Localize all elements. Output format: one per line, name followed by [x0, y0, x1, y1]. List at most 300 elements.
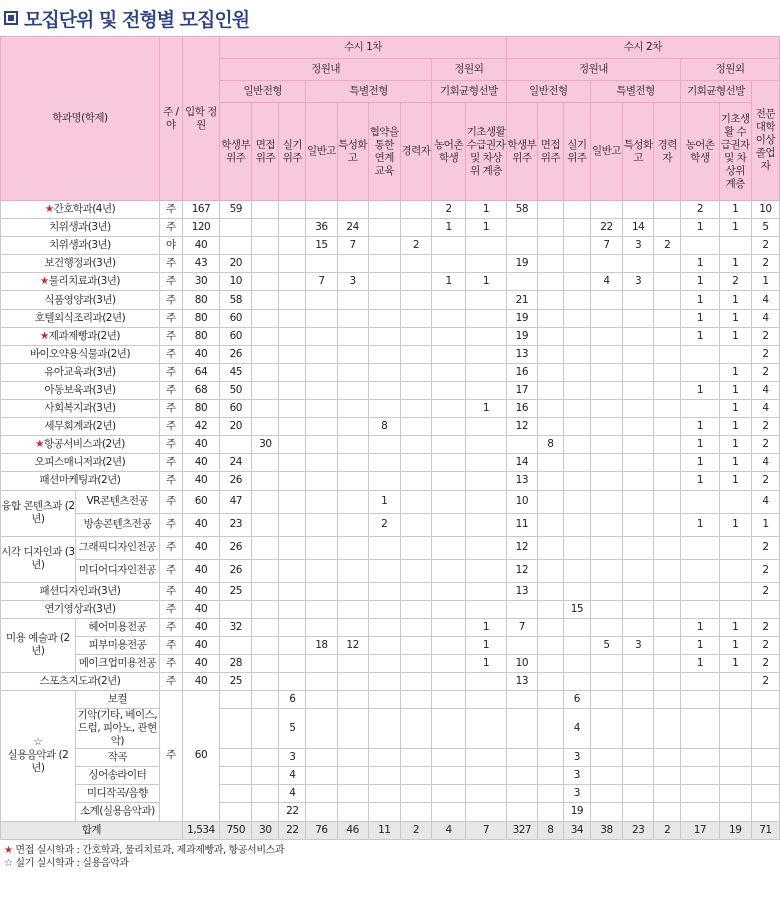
- value-cell: 1: [466, 201, 507, 219]
- value-cell: [623, 309, 654, 327]
- value-cell: [400, 436, 431, 454]
- value-cell: [252, 400, 279, 418]
- table-row: [1, 767, 780, 785]
- value-cell: [623, 536, 654, 559]
- juya-cell: 야: [159, 237, 182, 255]
- value-cell: [252, 255, 279, 273]
- value-cell: [279, 536, 306, 559]
- table-row: [1, 600, 780, 618]
- value-cell: 4: [590, 273, 622, 291]
- juya-cell: 주: [159, 273, 182, 291]
- value-cell: [432, 237, 466, 255]
- red-star-icon: ★: [4, 844, 13, 856]
- value-cell: 4: [751, 291, 779, 309]
- value-cell: [368, 767, 400, 785]
- value-cell: [306, 767, 337, 785]
- value-cell: [220, 691, 252, 709]
- value-cell: 12: [337, 636, 368, 654]
- value-cell: [432, 749, 466, 767]
- value-cell: [654, 785, 681, 803]
- value-cell: 1: [719, 201, 751, 219]
- value-cell: [681, 400, 719, 418]
- value-cell: [252, 201, 279, 219]
- table-row: [1, 381, 780, 399]
- value-cell: 19: [563, 803, 590, 821]
- value-cell: 2: [400, 821, 431, 839]
- value-cell: [306, 345, 337, 363]
- value-cell: [719, 749, 751, 767]
- value-cell: [337, 436, 368, 454]
- dept-name: 연기영상과(3년): [44, 602, 116, 615]
- value-cell: [654, 536, 681, 559]
- value-cell: 1: [719, 636, 751, 654]
- value-cell: [400, 749, 431, 767]
- value-cell: [337, 709, 368, 749]
- value-cell: 10: [220, 273, 252, 291]
- value-cell: [590, 345, 622, 363]
- value-cell: [400, 472, 431, 490]
- value-cell: 1: [466, 400, 507, 418]
- value-cell: 6: [279, 691, 306, 709]
- value-cell: [252, 636, 279, 654]
- juya-cell: 주: [159, 327, 182, 345]
- value-cell: [279, 654, 306, 672]
- dept-name-cell: [1, 600, 160, 618]
- value-cell: [719, 785, 751, 803]
- header-gyeongryeok-1: 경력자: [400, 103, 431, 201]
- value-cell: [279, 363, 306, 381]
- value-cell: [252, 345, 279, 363]
- quota-cell: 40: [182, 559, 219, 582]
- major-name-cell: 소계(실용음악과): [75, 803, 159, 821]
- value-cell: 2: [751, 472, 779, 490]
- value-cell: 8: [537, 821, 563, 839]
- value-cell: [306, 654, 337, 672]
- value-cell: [506, 785, 537, 803]
- value-cell: [590, 381, 622, 399]
- major-name-cell: 피부미용전공: [75, 636, 159, 654]
- table-row: [1, 559, 780, 582]
- table-row: [1, 472, 780, 490]
- table-row: [1, 309, 780, 327]
- value-cell: [590, 363, 622, 381]
- value-cell: [368, 219, 400, 237]
- value-cell: [220, 803, 252, 821]
- value-cell: [279, 309, 306, 327]
- value-cell: 2: [751, 618, 779, 636]
- value-cell: [432, 363, 466, 381]
- value-cell: 1: [681, 636, 719, 654]
- value-cell: [537, 618, 563, 636]
- value-cell: [563, 327, 590, 345]
- value-cell: [466, 436, 507, 454]
- value-cell: [368, 309, 400, 327]
- value-cell: [590, 201, 622, 219]
- value-cell: 750: [220, 821, 252, 839]
- table-row: [1, 255, 780, 273]
- value-cell: 7: [466, 821, 507, 839]
- value-cell: 1: [719, 454, 751, 472]
- value-cell: 3: [623, 636, 654, 654]
- value-cell: 2: [751, 237, 779, 255]
- value-cell: [337, 255, 368, 273]
- value-cell: [466, 454, 507, 472]
- value-cell: 4: [751, 309, 779, 327]
- value-cell: [654, 803, 681, 821]
- value-cell: 1: [681, 436, 719, 454]
- quota-cell: 68: [182, 381, 219, 399]
- value-cell: [563, 201, 590, 219]
- value-cell: [252, 381, 279, 399]
- value-cell: 1: [681, 327, 719, 345]
- value-cell: [400, 767, 431, 785]
- juya-cell: 주: [159, 400, 182, 418]
- value-cell: [506, 273, 537, 291]
- value-cell: [719, 691, 751, 709]
- major-name-cell: 헤어미용전공: [75, 618, 159, 636]
- table-row: [1, 418, 780, 436]
- value-cell: [279, 345, 306, 363]
- value-cell: [537, 273, 563, 291]
- dept-name-cell: [1, 363, 160, 381]
- value-cell: [466, 582, 507, 600]
- value-cell: [563, 472, 590, 490]
- value-cell: [537, 454, 563, 472]
- value-cell: [506, 767, 537, 785]
- value-cell: [590, 291, 622, 309]
- value-cell: [306, 582, 337, 600]
- value-cell: 5: [751, 219, 779, 237]
- quota-cell: 1,534: [182, 821, 219, 839]
- juya-cell: 주: [159, 454, 182, 472]
- value-cell: 2: [751, 363, 779, 381]
- recruitment-table: [0, 36, 780, 840]
- value-cell: [306, 691, 337, 709]
- value-cell: [400, 454, 431, 472]
- value-cell: [654, 636, 681, 654]
- value-cell: [506, 803, 537, 821]
- value-cell: [590, 418, 622, 436]
- table-row: [1, 400, 780, 418]
- table-row: [1, 291, 780, 309]
- value-cell: [681, 363, 719, 381]
- value-cell: [623, 255, 654, 273]
- value-cell: [466, 691, 507, 709]
- value-cell: [623, 291, 654, 309]
- value-cell: [252, 618, 279, 636]
- value-cell: [590, 749, 622, 767]
- value-cell: 1: [719, 255, 751, 273]
- value-cell: 2: [432, 201, 466, 219]
- value-cell: [337, 785, 368, 803]
- value-cell: [466, 749, 507, 767]
- value-cell: [400, 785, 431, 803]
- value-cell: [563, 513, 590, 536]
- value-cell: [432, 255, 466, 273]
- dept-name: 실용음악과 (2년): [7, 749, 69, 775]
- value-cell: 2: [751, 345, 779, 363]
- quota-cell: 167: [182, 201, 219, 219]
- value-cell: [751, 709, 779, 749]
- value-cell: 34: [563, 821, 590, 839]
- value-cell: 4: [751, 400, 779, 418]
- value-cell: [306, 513, 337, 536]
- value-cell: 11: [506, 513, 537, 536]
- value-cell: 2: [681, 201, 719, 219]
- value-cell: [400, 418, 431, 436]
- value-cell: [368, 709, 400, 749]
- header-juya: 주 / 야: [159, 37, 182, 201]
- value-cell: 17: [681, 821, 719, 839]
- value-cell: [563, 345, 590, 363]
- value-cell: 28: [220, 654, 252, 672]
- dept-name: 간호학과(4년): [53, 203, 116, 216]
- value-cell: [306, 749, 337, 767]
- quota-cell: 40: [182, 472, 219, 490]
- value-cell: [537, 472, 563, 490]
- value-cell: [368, 749, 400, 767]
- value-cell: [400, 672, 431, 690]
- value-cell: [306, 785, 337, 803]
- value-cell: [432, 672, 466, 690]
- dept-name: 아동보육과(3년): [44, 383, 116, 396]
- value-cell: [400, 636, 431, 654]
- value-cell: [279, 559, 306, 582]
- value-cell: [751, 767, 779, 785]
- header-jeongwonoe-1: 정원외: [432, 59, 507, 81]
- value-cell: [466, 672, 507, 690]
- value-cell: [681, 490, 719, 513]
- value-cell: [337, 654, 368, 672]
- value-cell: 76: [306, 821, 337, 839]
- value-cell: [252, 490, 279, 513]
- value-cell: [252, 691, 279, 709]
- title-row: [0, 0, 780, 36]
- value-cell: [654, 767, 681, 785]
- value-cell: 10: [506, 654, 537, 672]
- header-nongeochon-2: 농어촌 학생: [681, 103, 719, 201]
- value-cell: [654, 749, 681, 767]
- value-cell: [279, 381, 306, 399]
- value-cell: [432, 418, 466, 436]
- value-cell: [368, 436, 400, 454]
- value-cell: 38: [590, 821, 622, 839]
- value-cell: [537, 363, 563, 381]
- value-cell: 15: [563, 600, 590, 618]
- square-bullet-icon: [4, 11, 18, 25]
- value-cell: [537, 237, 563, 255]
- value-cell: [719, 237, 751, 255]
- value-cell: 60: [220, 327, 252, 345]
- value-cell: [368, 255, 400, 273]
- table-row: [1, 749, 780, 767]
- value-cell: [252, 219, 279, 237]
- value-cell: [590, 654, 622, 672]
- red-star-icon: ★: [44, 203, 54, 216]
- value-cell: [537, 418, 563, 436]
- quota-cell: 80: [182, 309, 219, 327]
- header-jeongwonnae-1: 정원내: [220, 59, 432, 81]
- value-cell: 19: [506, 255, 537, 273]
- value-cell: [337, 490, 368, 513]
- value-cell: [563, 400, 590, 418]
- value-cell: [432, 785, 466, 803]
- value-cell: 7: [506, 618, 537, 636]
- value-cell: [751, 691, 779, 709]
- value-cell: [563, 219, 590, 237]
- table-row: [1, 219, 780, 237]
- value-cell: 2: [751, 418, 779, 436]
- value-cell: [537, 600, 563, 618]
- value-cell: [466, 767, 507, 785]
- value-cell: [681, 600, 719, 618]
- value-cell: [654, 219, 681, 237]
- value-cell: [252, 767, 279, 785]
- value-cell: [432, 454, 466, 472]
- value-cell: 2: [368, 513, 400, 536]
- value-cell: [337, 291, 368, 309]
- value-cell: 2: [751, 654, 779, 672]
- value-cell: [623, 454, 654, 472]
- group-name-cell: [1, 691, 76, 821]
- dept-name-cell: [1, 381, 160, 399]
- quota-cell: 40: [182, 600, 219, 618]
- value-cell: 30: [252, 821, 279, 839]
- value-cell: [681, 582, 719, 600]
- value-cell: [279, 201, 306, 219]
- value-cell: [400, 219, 431, 237]
- value-cell: [563, 381, 590, 399]
- header-quota: 입학 정원: [182, 37, 219, 201]
- value-cell: [654, 255, 681, 273]
- value-cell: [252, 654, 279, 672]
- quota-cell: 40: [182, 636, 219, 654]
- value-cell: [563, 636, 590, 654]
- value-cell: [654, 559, 681, 582]
- value-cell: [368, 381, 400, 399]
- value-cell: [337, 803, 368, 821]
- value-cell: [279, 600, 306, 618]
- value-cell: [537, 345, 563, 363]
- value-cell: [252, 454, 279, 472]
- value-cell: [590, 327, 622, 345]
- dept-name-cell: [1, 582, 160, 600]
- juya-cell: 주: [159, 219, 182, 237]
- value-cell: [537, 513, 563, 536]
- value-cell: 2: [654, 237, 681, 255]
- juya-cell: 주: [159, 618, 182, 636]
- value-cell: [337, 672, 368, 690]
- value-cell: [623, 709, 654, 749]
- value-cell: [590, 803, 622, 821]
- value-cell: [563, 363, 590, 381]
- value-cell: [466, 536, 507, 559]
- juya-cell: 주: [159, 381, 182, 399]
- value-cell: [590, 490, 622, 513]
- header-ilban-1: 일반전형: [220, 81, 306, 103]
- value-cell: [252, 273, 279, 291]
- juya-cell: 주: [159, 536, 182, 559]
- value-cell: [400, 513, 431, 536]
- value-cell: [537, 255, 563, 273]
- value-cell: 20: [220, 255, 252, 273]
- value-cell: [306, 363, 337, 381]
- value-cell: 3: [563, 767, 590, 785]
- juya-cell: 주: [159, 363, 182, 381]
- value-cell: 26: [220, 345, 252, 363]
- juya-cell: 주: [159, 201, 182, 219]
- quota-cell: 60: [182, 490, 219, 513]
- outline-star-icon: ☆: [33, 736, 43, 749]
- value-cell: [623, 767, 654, 785]
- value-cell: [590, 536, 622, 559]
- value-cell: [654, 513, 681, 536]
- value-cell: 26: [220, 472, 252, 490]
- value-cell: [506, 436, 537, 454]
- header-gicho-2: 기초생활 수급권자 및 차상위 계층: [719, 103, 751, 201]
- value-cell: [306, 291, 337, 309]
- value-cell: 58: [506, 201, 537, 219]
- value-cell: [306, 803, 337, 821]
- value-cell: [279, 327, 306, 345]
- value-cell: 4: [279, 767, 306, 785]
- juya-cell: 주: [159, 513, 182, 536]
- dept-name-cell: [1, 672, 160, 690]
- value-cell: [368, 400, 400, 418]
- dept-name: 사회복지과(3년): [44, 402, 116, 415]
- value-cell: 23: [220, 513, 252, 536]
- juya-cell: 주: [159, 418, 182, 436]
- value-cell: 10: [751, 201, 779, 219]
- value-cell: 1: [681, 381, 719, 399]
- value-cell: [432, 309, 466, 327]
- value-cell: 50: [220, 381, 252, 399]
- value-cell: [751, 803, 779, 821]
- value-cell: [368, 654, 400, 672]
- table-row: [1, 454, 780, 472]
- value-cell: [368, 536, 400, 559]
- value-cell: [537, 709, 563, 749]
- dept-name-cell: [1, 219, 160, 237]
- value-cell: [563, 582, 590, 600]
- value-cell: [368, 785, 400, 803]
- value-cell: [432, 490, 466, 513]
- value-cell: [654, 327, 681, 345]
- value-cell: 1: [681, 255, 719, 273]
- value-cell: 1: [681, 472, 719, 490]
- dept-name: 치위생과(3년): [49, 239, 111, 252]
- value-cell: [368, 472, 400, 490]
- value-cell: [751, 785, 779, 803]
- value-cell: [623, 618, 654, 636]
- value-cell: [400, 559, 431, 582]
- value-cell: 3: [563, 785, 590, 803]
- value-cell: [400, 291, 431, 309]
- quota-cell: 40: [182, 436, 219, 454]
- legend-interview: [4, 844, 780, 857]
- major-name-cell: 그래픽디자인전공: [75, 536, 159, 559]
- value-cell: 1: [466, 273, 507, 291]
- value-cell: [654, 709, 681, 749]
- value-cell: 18: [306, 636, 337, 654]
- value-cell: 2: [751, 255, 779, 273]
- quota-cell: 40: [182, 582, 219, 600]
- value-cell: [623, 803, 654, 821]
- value-cell: [400, 400, 431, 418]
- value-cell: [590, 600, 622, 618]
- value-cell: [590, 582, 622, 600]
- value-cell: [654, 363, 681, 381]
